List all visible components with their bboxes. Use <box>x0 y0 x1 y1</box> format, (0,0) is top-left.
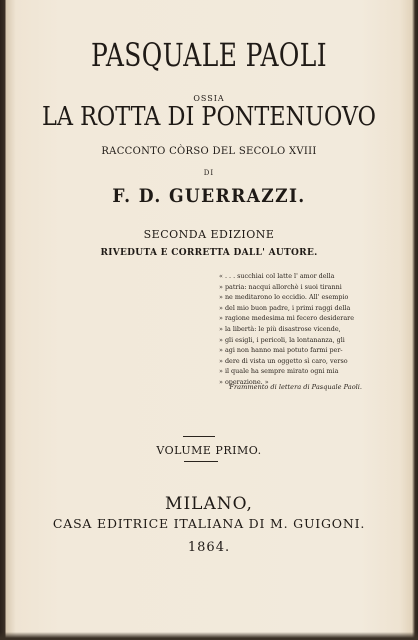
epigraph-line: » del mio buon padre, i primi raggi della <box>219 303 351 312</box>
volume-label: VOLUME PRIMO. <box>156 444 262 457</box>
author-name: F. D. GUERRAZZI. <box>112 185 306 207</box>
volume-rule-top <box>183 436 215 437</box>
epigraph-line: » dere di vista un oggetto sì caro, verso <box>219 356 348 365</box>
volume-rule-bottom <box>184 461 218 462</box>
publication-year: 1864. <box>187 540 231 555</box>
publisher: CASA EDITRICE ITALIANA DI M. GUIGONI. <box>52 516 366 531</box>
di-label: DI <box>203 169 215 177</box>
epigraph-line: » il quale ha sempre mirato ogni mia <box>219 367 339 376</box>
epigraph-line: « . . . succhiai col latte l' amor della <box>219 272 335 280</box>
epigraph-line: » agi non hanno mai potuto farmi per- <box>219 346 343 355</box>
ossia-label: OSSIA <box>193 94 225 103</box>
genre-line: RACCONTO CÒRSO DEL SECOLO XVIII <box>101 146 317 157</box>
epigraph <box>219 271 359 388</box>
edition-line: SECONDA EDIZIONE <box>143 228 275 241</box>
epigraph-line: » gli esigli, i pericoli, la lontananza, gli <box>219 335 345 344</box>
epigraph-line: » ne meditarono lo eccidio. All' esempio <box>219 293 349 302</box>
epigraph-line: » ragione medesima mi fecero desiderare <box>219 314 355 323</box>
epigraph-line: » la libertà: le più disastrose vicende, <box>219 324 341 333</box>
epigraph-source: Frammento di lettera di Pasquale Paoli. <box>229 383 362 391</box>
book-subtitle: LA ROTTA DI PONTENUOVO <box>41 102 377 132</box>
book-title: PASQUALE PAOLI <box>91 36 327 74</box>
epigraph-line: » operazione. » <box>219 377 269 386</box>
epigraph-line: » patria: nacqui allorchè i suoi tiranni <box>219 282 342 291</box>
revision-line: RIVEDUTA E CORRETTA DALL' AUTORE. <box>100 248 318 258</box>
city: MILANO, <box>165 494 253 514</box>
